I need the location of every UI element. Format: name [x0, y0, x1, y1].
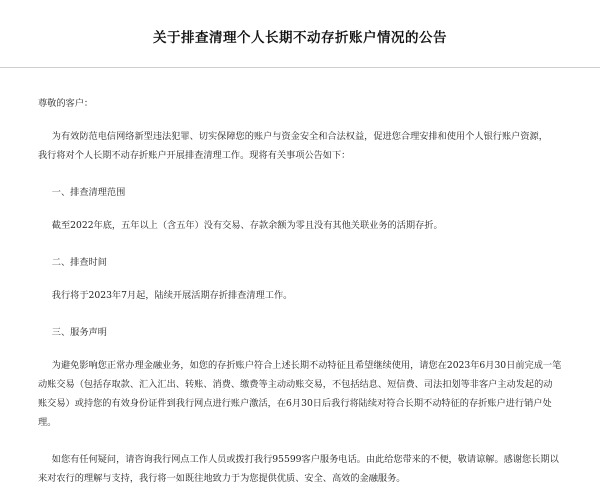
- closing-line-1: 如您有任何疑问，请咨询我行网点工作人员或拨打我行95599客户服务电话。由此给您带来的不便，敬请谅解。感谢您长期以: [51, 454, 559, 465]
- intro-line-1: 为有效防范电信网络新型违法犯罪、切实保障您的账户与资金安全和合法权益，促进您合理安排和使用个人银行账户资源，: [51, 131, 548, 142]
- announcement-body: [0, 94, 600, 488]
- announcement-title: 关于排查清理个人长期不动存折账户情况的公告: [153, 29, 447, 46]
- intro-paragraph: [38, 127, 572, 165]
- closing-paragraph: [38, 450, 572, 488]
- title-bar: [0, 0, 600, 68]
- section-3-line-2: 动账交易（包括存取款、汇入汇出、转账、消费、缴费等主动动账交易，不包括结息、短信费、司法扣划等非客户主动发起的动: [38, 379, 553, 390]
- section-3-paragraph: [38, 356, 572, 432]
- intro-line-2: 我行将对个人长期不动存折账户开展排查清理工作。现将有关事项公告如下：: [38, 150, 351, 161]
- section-3-heading: 三、服务声明: [51, 327, 107, 338]
- section-1-text: 截至2022年底，五年以上（含五年）没有交易、存款余额为零且没有其他关联业务的活期存折。: [51, 220, 443, 231]
- section-1-heading: 一、排查清理范围: [51, 187, 126, 198]
- section-2-text: 我行将于2023年7月起，陆续开展活期存折排查清理工作。: [51, 290, 293, 301]
- closing-line-2: 来对农行的理解与支持，我行将一如既往地致力于为您提供优质、安全、高效的金融服务。: [38, 473, 406, 484]
- section-2-heading: 二、排查时间: [51, 257, 107, 268]
- section-3-line-3: 账交易）或持您的有效身份证件到我行网点进行账户激活，在6月30日后我行将陆续对符合长期不动特征的存折账户进行销户处: [38, 398, 552, 409]
- section-3-line-1: 为避免影响您正常办理金融业务，如您的存折账户符合上述长期不动特征且希望继续使用，请您在2023年6月30日前完成一笔: [51, 360, 562, 371]
- section-3-line-4: 理。: [38, 417, 57, 428]
- greeting: 尊敬的客户：: [38, 98, 94, 109]
